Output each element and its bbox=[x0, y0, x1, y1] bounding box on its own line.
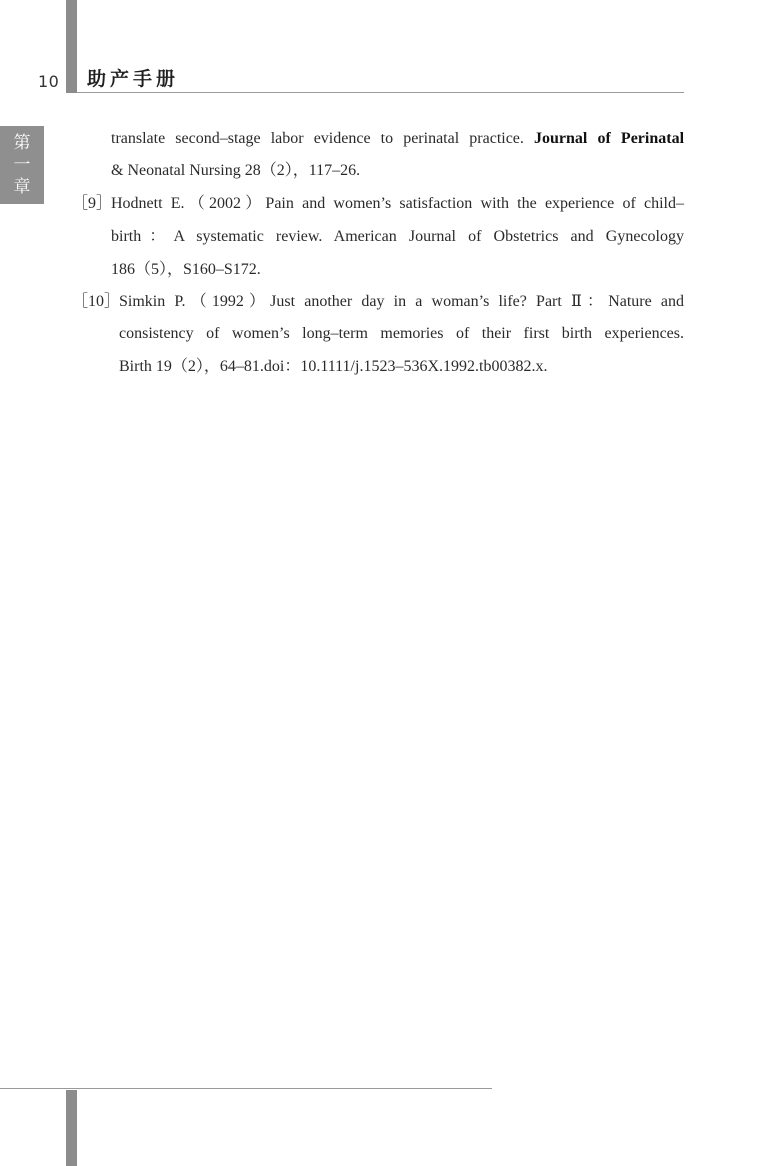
reference-10-line: Simkin P.（1992）Just another day in a woman’s life? Part Ⅱ：Nature and bbox=[119, 293, 684, 310]
header-rule bbox=[77, 92, 684, 93]
chapter-tab bbox=[0, 126, 44, 204]
header-accent-bar bbox=[66, 0, 77, 93]
reference-9-line: 186（5），S160–S172. bbox=[111, 261, 261, 278]
book-title: 助产手册 bbox=[87, 68, 180, 90]
footer-accent-bar bbox=[66, 1090, 77, 1166]
reference-8-line: & Neonatal Nursing 28（2），117–26. bbox=[111, 162, 361, 179]
reference-10-line: Birth 19（2），64–81.doi：10.1111/j.1523–536X.1992.tb00382.x. bbox=[119, 358, 548, 375]
reference-8-line: translate second–stage labor evidence to perinatal practice. Journal of Perinatal bbox=[111, 130, 685, 147]
chapter-tab-char: 一 bbox=[13, 155, 31, 175]
reference-9-line: Hodnett E.（2002）Pain and women’s satisfaction with the experience of child– bbox=[111, 195, 684, 212]
reference-9-label: ［9］ bbox=[72, 195, 113, 212]
reference-9-line: birth：A systematic review. American Journal of Obstetrics and Gynecology bbox=[111, 228, 684, 245]
reference-10-label: ［10］ bbox=[72, 293, 121, 310]
journal-name: Journal of Perinatal bbox=[534, 130, 685, 147]
chapter-tab-char: 第 bbox=[13, 133, 31, 153]
page-number: 10 bbox=[38, 72, 60, 91]
chapter-tab-char: 章 bbox=[13, 177, 31, 197]
reference-10-line: consistency of women’s long–term memories of their first birth experiences. bbox=[119, 325, 684, 342]
footer-rule bbox=[0, 1088, 492, 1089]
